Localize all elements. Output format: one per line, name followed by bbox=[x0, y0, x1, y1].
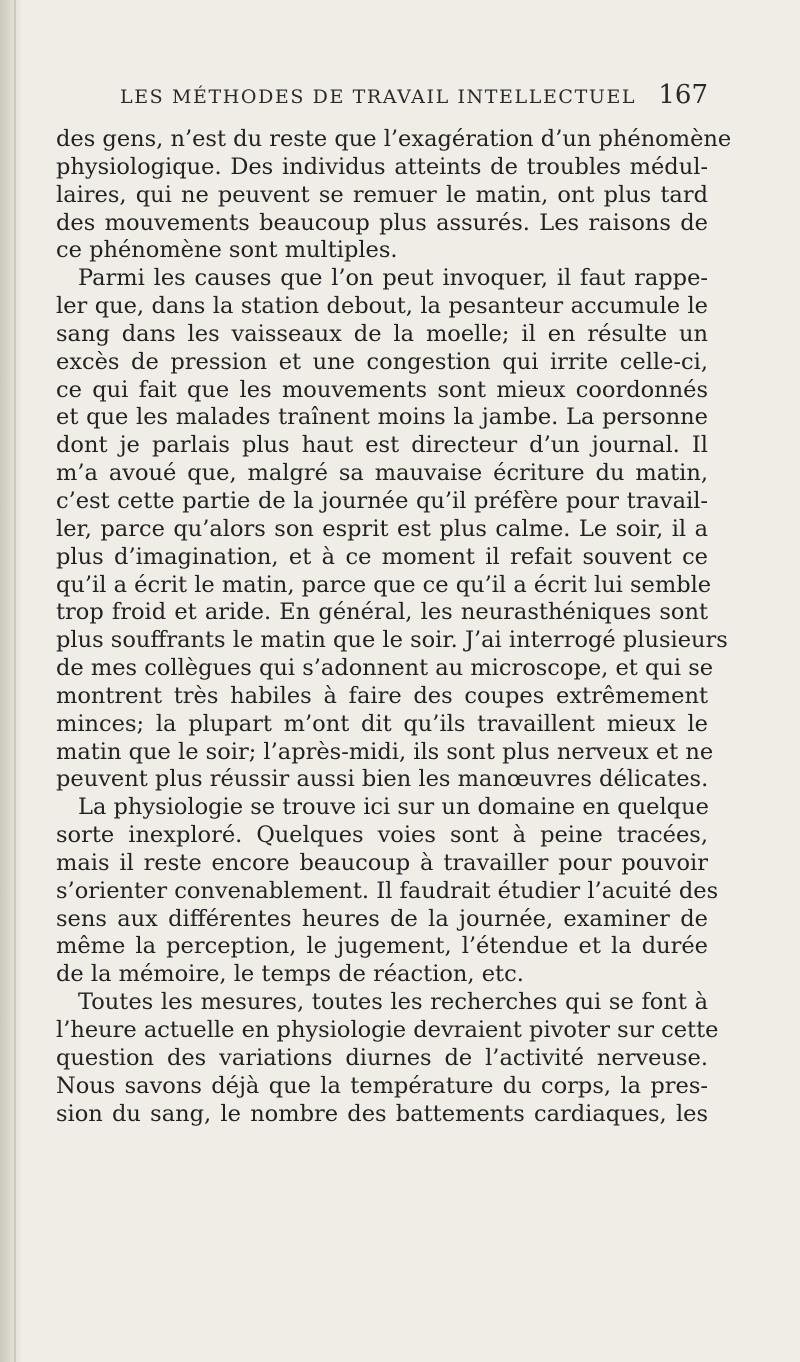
text-line: physiologique. Des individus atteints de troubles médul- bbox=[56, 153, 708, 180]
text-line: excès de pression et une congestion qui irrite celle-ci, bbox=[56, 348, 708, 375]
text-line: question des variations diurnes de l’activité nerveuse. bbox=[56, 1044, 708, 1071]
text-line: mais il reste encore beaucoup à travailler pour pouvoir bbox=[56, 849, 708, 876]
text-line: ce phénomène sont multiples. bbox=[56, 237, 398, 264]
text-line: montrent très habiles à faire des coupes extrêmement bbox=[56, 682, 708, 709]
text-line: qu’il a écrit le matin, parce que ce qu’il a écrit lui semble bbox=[56, 571, 712, 598]
text-line: peuvent plus réussir aussi bien les manœuvres délicates. bbox=[56, 766, 709, 793]
text-line: s’orienter convenablement. Il faudrait étudier l’acuité des bbox=[56, 877, 719, 904]
text-line: trop froid et aride. En général, les neurasthéniques sont bbox=[56, 599, 708, 626]
text-line: ler que, dans la station debout, la pesanteur accumule le bbox=[56, 293, 708, 320]
text-line: sion du sang, le nombre des battements cardiaques, les bbox=[56, 1100, 708, 1127]
page-binding-edge bbox=[0, 0, 22, 1362]
text-line: des mouvements beaucoup plus assurés. Les raisons de bbox=[56, 209, 708, 236]
text-line: Parmi les causes que l’on peut invoquer, il faut rappe- bbox=[78, 265, 708, 292]
text-line: de mes collègues qui s’adonnent au microscope, et qui se bbox=[56, 655, 714, 682]
text-line: m’a avoué que, malgré sa mauvaise écriture du matin, bbox=[56, 460, 708, 487]
text-line: Nous savons déjà que la température du corps, la pres- bbox=[56, 1072, 708, 1099]
text-line: Toutes les mesures, toutes les recherches qui se font à bbox=[78, 989, 708, 1016]
text-line: plus d’imagination, et à ce moment il refait souvent ce bbox=[56, 543, 708, 570]
text-line: l’heure actuelle en physiologie devraient pivoter sur cette bbox=[56, 1017, 719, 1043]
text-line: matin que le soir; l’après-midi, ils sont plus nerveux et ne bbox=[56, 738, 714, 765]
text-line: de la mémoire, le temps de réaction, etc. bbox=[56, 961, 524, 988]
text-line: c’est cette partie de la journée qu’il préfère pour travail- bbox=[56, 487, 708, 514]
text-line: La physiologie se trouve ici sur un domaine en quelque bbox=[78, 794, 709, 821]
text-line: sang dans les vaisseaux de la moelle; il en résulte un bbox=[56, 320, 708, 347]
text-line: sorte inexploré. Quelques voies sont à peine tracées, bbox=[56, 822, 708, 849]
text-line: dont je parlais plus haut est directeur d’un journal. Il bbox=[56, 432, 708, 459]
text-line: minces; la plupart m’ont dit qu’ils travaillent mieux le bbox=[56, 710, 708, 737]
text-line: et que les malades traînent moins la jambe. La personne bbox=[56, 404, 708, 431]
text-line: ler, parce qu’alors son esprit est plus calme. Le soir, il a bbox=[56, 515, 708, 542]
page-number: 167 bbox=[658, 80, 708, 110]
text-line: même la perception, le jugement, l’étendue et la durée bbox=[56, 933, 708, 960]
body-text bbox=[56, 126, 732, 1128]
text-line: laires, qui ne peuvent se remuer le matin, ont plus tard bbox=[56, 181, 708, 208]
page-header bbox=[120, 80, 708, 120]
text-line: ce qui fait que les mouvements sont mieux coordonnés bbox=[56, 376, 708, 403]
text-line: sens aux différentes heures de la journée, examiner de bbox=[56, 905, 708, 932]
running-head: LES MÉTHODES DE TRAVAIL INTELLECTUEL bbox=[120, 86, 637, 108]
text-line: plus souffrants le matin que le soir. J’ai interrogé plusieurs bbox=[56, 627, 728, 654]
text-line: des gens, n’est du reste que l’exagération d’un phénomène bbox=[56, 126, 732, 152]
